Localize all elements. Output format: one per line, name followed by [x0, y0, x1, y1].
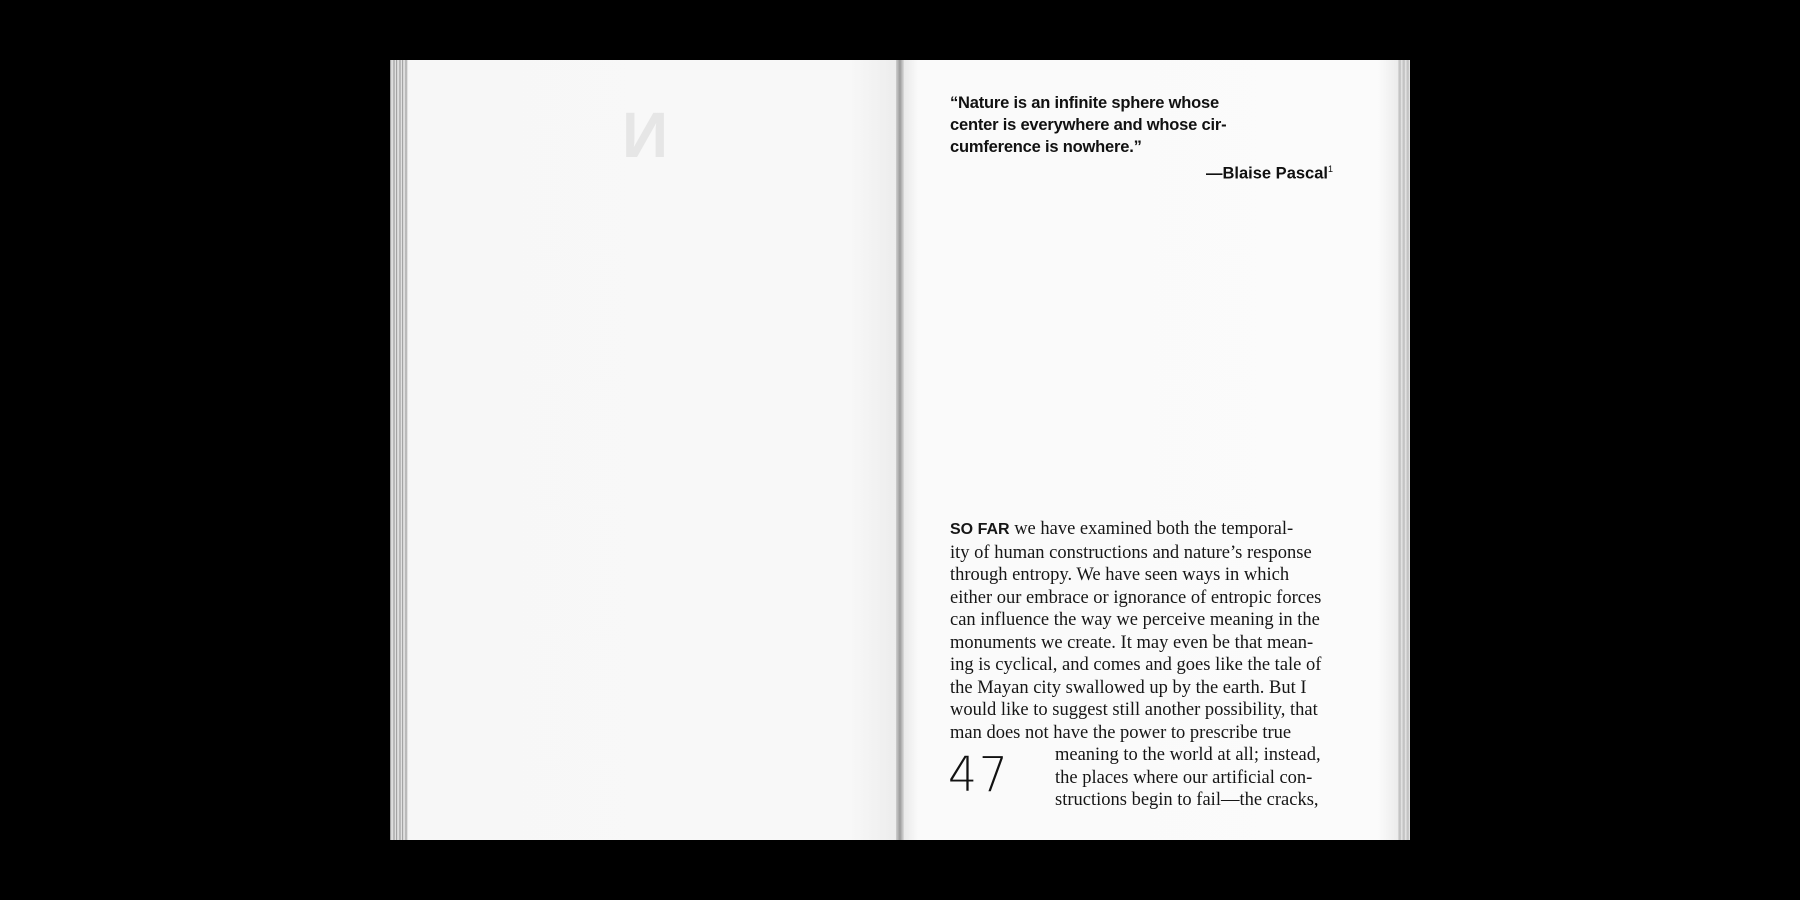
- body-line-first: [950, 518, 1370, 542]
- body-line: the Mayan city swallowed up by the earth. But I: [950, 677, 1307, 698]
- body-line: monuments we create. It may even be that mean-: [950, 632, 1314, 653]
- body-line: man does not have the power to prescribe true: [950, 722, 1292, 743]
- body-line: we have examined both the temporal-: [1009, 519, 1294, 539]
- body-line: through entropy. We have seen ways in which: [950, 565, 1290, 585]
- book-gutter: [896, 60, 904, 840]
- quote-line: center is everywhere and whose cir-: [950, 116, 1227, 134]
- attribution-name: —Blaise Pascal: [1205, 164, 1328, 183]
- show-through-mark: N: [621, 99, 669, 171]
- footnote-mark: 1: [1327, 164, 1333, 174]
- page-edges: [390, 60, 408, 840]
- body-line: can influence the way we perceive meaning in the: [950, 610, 1320, 630]
- body-line-indented: the places where our artificial con-: [1055, 767, 1313, 788]
- quote-line: “Nature is an infinite sphere whose: [950, 94, 1219, 112]
- body-line: ity of human constructions and nature’s response: [950, 542, 1312, 563]
- page-number: 47: [948, 747, 1010, 803]
- epigraph-quote: [950, 92, 1350, 158]
- book-spread: [390, 60, 1410, 840]
- body-line: ing is cyclical, and comes and goes like the tale of: [950, 655, 1322, 675]
- body-line-indented: meaning to the world at all; instead,: [1055, 745, 1321, 765]
- left-page: [390, 60, 900, 840]
- quote-attribution: [950, 158, 1333, 185]
- lead-in: SO FAR: [950, 521, 1010, 538]
- body-line-indented: structions begin to fail—the cracks,: [1055, 790, 1319, 810]
- body-paragraph: [950, 518, 1370, 812]
- right-page-edge: [1398, 60, 1410, 840]
- body-line: would like to suggest still another possibility, that: [950, 700, 1318, 720]
- quote-line: cumference is nowhere.”: [950, 138, 1142, 156]
- body-line: either our embrace or ignorance of entropic forces: [950, 587, 1322, 608]
